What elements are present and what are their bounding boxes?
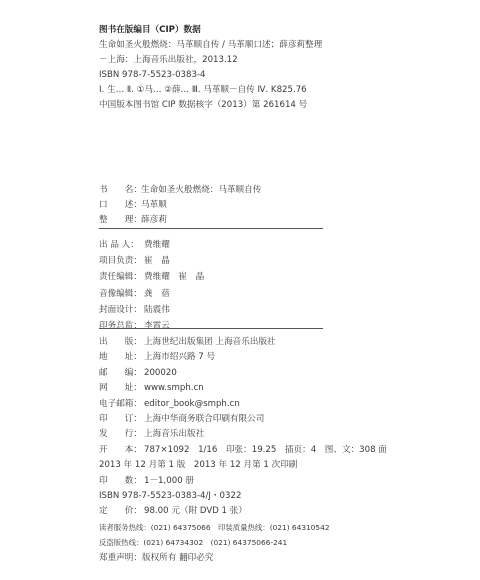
publisher-row (99, 335, 387, 350)
editor-row (99, 213, 261, 228)
field-label: 项目负责： (99, 256, 142, 267)
staff-list (99, 237, 204, 334)
field-label: 口 述： (99, 200, 142, 210)
field-label: 出 品 人： (99, 240, 139, 250)
field-value: 薛彦莉 (141, 215, 167, 225)
field-value: 上海市绍兴路 7 号 (144, 352, 216, 363)
field-value: www.smph.cn (144, 383, 204, 394)
field-value: 上海世纪出版集团 上海音乐出版社 (144, 337, 276, 347)
print-run-row (99, 474, 387, 489)
cip-line: －上海：上海音乐出版社，2013.12 (99, 55, 238, 65)
field-value: 上海音乐出版社 (144, 429, 205, 440)
field-value: 马革顺 (141, 200, 167, 210)
cip-line: ISBN 978-7-5523-0383-4 (99, 70, 206, 80)
cip-line: 生命如圣火般燃烧：马革顺自传 / 马革顺口述；薛彦莉整理 (99, 40, 323, 50)
field-value: 200020 (144, 367, 177, 378)
contact-line: 反盗版热线：(021) 64734302 (021) 64375066-241 (99, 538, 288, 548)
cip-block (99, 23, 322, 113)
staff-row (99, 253, 204, 269)
field-value: 费维耀 (144, 240, 170, 250)
field-label: 邮 编： (99, 367, 142, 378)
publisher-info (99, 335, 387, 566)
field-value: 1－1,000 册 (144, 475, 194, 486)
field-value: ISBN 978-7-5523-0383-4/J・0322 (99, 491, 242, 502)
field-value: 上海中华商务联合印刷有限公司 (144, 414, 265, 425)
field-value: 李霄云 (144, 321, 170, 332)
field-label: 地 址： (99, 352, 142, 363)
field-label: 出 版： (99, 337, 142, 347)
cip-line: 中国版本图书馆 CIP 数据核字（2013）第 261614 号 (99, 100, 308, 110)
divider-line (99, 228, 323, 229)
staff-row (99, 269, 204, 285)
field-label: 印 订： (99, 414, 142, 425)
edition-row (99, 458, 387, 473)
isbn-row (99, 489, 387, 504)
field-label: 电子邮箱： (99, 398, 142, 409)
field-value: 98.00 元（附 DVD 1 张） (144, 506, 247, 517)
website-row (99, 381, 387, 396)
field-label: 印 数： (99, 475, 142, 486)
cip-line: Ⅰ. 生… Ⅱ. ①马… ②薛… Ⅲ. 马革顺－自传 Ⅳ. K825.76 (99, 85, 307, 95)
email-row (99, 397, 387, 412)
copyright-notice: 郑重声明：版权所有 翻印必究 (99, 552, 214, 563)
field-value: 龚 蓓 (144, 288, 170, 299)
staff-row (99, 237, 204, 253)
field-label: 定 价： (99, 506, 142, 517)
field-label: 封面设计： (99, 304, 142, 315)
book-title-row (99, 183, 261, 198)
field-label: 发 行： (99, 429, 142, 440)
field-label: 印务总监： (99, 321, 142, 332)
staff-row (99, 302, 204, 318)
field-label: 网 址： (99, 383, 142, 394)
divider-line (99, 328, 323, 329)
field-label: 书 名： (99, 185, 142, 195)
field-label: 开 本： (99, 444, 142, 455)
book-info (99, 183, 261, 228)
field-value: 费维耀 崔 晶 (144, 272, 205, 283)
contact-line: 读者服务热线：(021) 64375066 印装质量热线：(021) 64310542 (99, 522, 330, 532)
postcode-row (99, 366, 387, 381)
field-value: editor_book@smph.cn (144, 398, 240, 409)
narrator-row (99, 198, 261, 213)
cip-title: 图书在版编目（CIP）数据 (99, 25, 201, 35)
field-label: 责任编辑： (99, 272, 142, 283)
staff-row (99, 286, 204, 302)
field-value: 崔 晶 (144, 256, 170, 267)
printer-row (99, 412, 387, 427)
field-value: 生命如圣火般燃烧：马革顺自传 (141, 185, 262, 195)
staff-row (99, 318, 204, 334)
distributor-row (99, 427, 387, 442)
field-label: 音像编辑： (99, 288, 142, 299)
field-value: 787×1092 1/16 印张：19.25 插页：4 图、文：308 面 (144, 444, 387, 455)
field-label: 整 理： (99, 215, 142, 225)
field-value: 2013 年 12 月第 1 版 2013 年 12 月第 1 次印刷 (99, 460, 298, 471)
address-row (99, 350, 387, 365)
field-value: 陆震伟 (144, 304, 170, 315)
price-row (99, 504, 387, 519)
format-row (99, 443, 387, 458)
